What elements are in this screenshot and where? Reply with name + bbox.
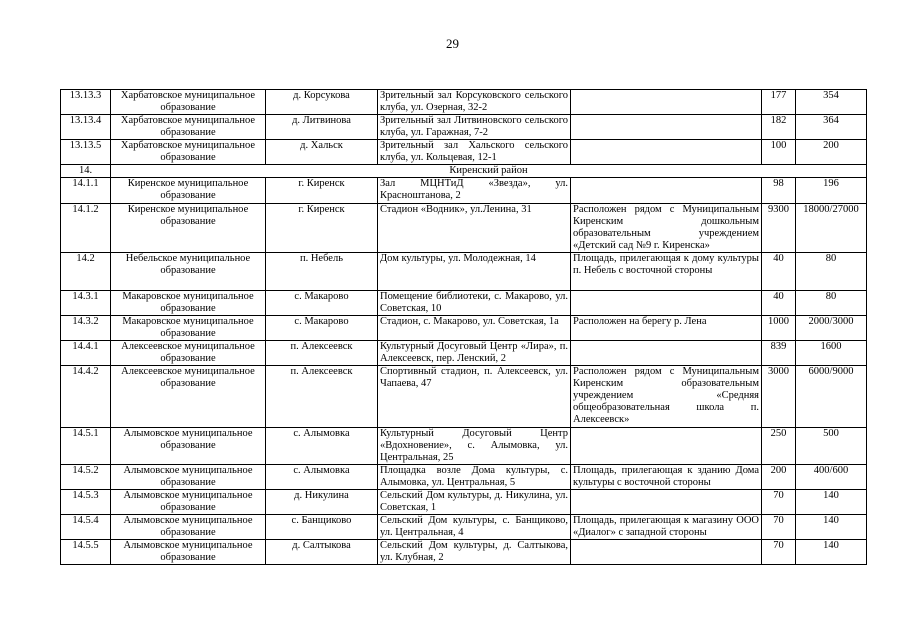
cell-place: Площадка возле Дома культуры, с. Алымовка, ул. Центральная, 5 <box>378 465 571 490</box>
cell-loc: д. Литвинова <box>266 115 378 140</box>
table-body <box>61 90 867 565</box>
cell-mo: Алымовское муниципальное образование <box>111 490 266 515</box>
cell-loc: г. Киренск <box>266 204 378 253</box>
table-row <box>61 341 867 366</box>
cell-note <box>571 490 762 515</box>
shelters-table <box>60 89 867 565</box>
cell-cap2: 2000/3000 <box>796 316 867 341</box>
cell-loc: с. Банщиково <box>266 515 378 540</box>
cell-place: Помещение библиотеки, с. Макарово, ул. Советская, 10 <box>378 291 571 316</box>
cell-num: 14.1.2 <box>61 204 111 253</box>
cell-num: 13.13.3 <box>61 90 111 115</box>
cell-cap2: 354 <box>796 90 867 115</box>
cell-note <box>571 90 762 115</box>
cell-cap1: 839 <box>762 341 796 366</box>
cell-mo: Харбатовское муниципальное образование <box>111 115 266 140</box>
table-row <box>61 428 867 465</box>
cell-note: Расположен рядом с Муниципальным Киренским образовательным учреждением «Средняя общеобразовательная школа п. Алексеевск» <box>571 366 762 428</box>
cell-num: 14.3.1 <box>61 291 111 316</box>
cell-note: Площадь, прилегающая к дому культуры п. Небель с восточной стороны <box>571 253 762 291</box>
table-row <box>61 465 867 490</box>
cell-loc: п. Алексеевск <box>266 341 378 366</box>
cell-note: Площадь, прилегающая к магазину ООО «Диалог» с западной стороны <box>571 515 762 540</box>
cell-mo: Алексеевское муниципальное образование <box>111 366 266 428</box>
table-row <box>61 90 867 115</box>
cell-note <box>571 540 762 565</box>
cell-cap2: 364 <box>796 115 867 140</box>
table-row <box>61 515 867 540</box>
cell-cap1: 200 <box>762 465 796 490</box>
cell-loc: с. Макарово <box>266 291 378 316</box>
cell-note <box>571 291 762 316</box>
table-row <box>61 115 867 140</box>
cell-num: 14.5.5 <box>61 540 111 565</box>
cell-mo: Алымовское муниципальное образование <box>111 428 266 465</box>
cell-place: Сельский Дом культуры, с. Банщиково, ул. Центральная, 4 <box>378 515 571 540</box>
cell-cap1: 250 <box>762 428 796 465</box>
cell-place: Культурный Досуговый Центр «Лира», п. Алексеевск, пер. Ленский, 2 <box>378 341 571 366</box>
cell-note: Площадь, прилегающая к зданию Дома культуры с восточной стороны <box>571 465 762 490</box>
cell-num: 14.3.2 <box>61 316 111 341</box>
cell-place: Культурный Досуговый Центр «Вдохновение», с. Алымовка, ул. Центральная, 25 <box>378 428 571 465</box>
cell-cap2: 140 <box>796 540 867 565</box>
cell-cap2: 500 <box>796 428 867 465</box>
cell-loc: с. Макарово <box>266 316 378 341</box>
cell-mo: Харбатовское муниципальное образование <box>111 90 266 115</box>
cell-loc: д. Салтыкова <box>266 540 378 565</box>
cell-loc: п. Алексеевск <box>266 366 378 428</box>
cell-num: 13.13.4 <box>61 115 111 140</box>
cell-num: 14.5.4 <box>61 515 111 540</box>
cell-cap1: 182 <box>762 115 796 140</box>
cell-num: 14.5.2 <box>61 465 111 490</box>
cell-cap2: 6000/9000 <box>796 366 867 428</box>
cell-mo: Алексеевское муниципальное образование <box>111 341 266 366</box>
cell-mo: Макаровское муниципальное образование <box>111 316 266 341</box>
cell-cap1: 40 <box>762 291 796 316</box>
cell-num: 14.5.3 <box>61 490 111 515</box>
cell-cap2: 1600 <box>796 341 867 366</box>
cell-cap1: 70 <box>762 490 796 515</box>
cell-place: Сельский Дом культуры, д. Никулина, ул. Советская, 1 <box>378 490 571 515</box>
cell-cap2: 18000/27000 <box>796 204 867 253</box>
cell-mo: Алымовское муниципальное образование <box>111 515 266 540</box>
cell-cap1: 98 <box>762 178 796 204</box>
cell-cap1: 177 <box>762 90 796 115</box>
cell-num: 13.13.5 <box>61 140 111 165</box>
cell-cap1: 70 <box>762 515 796 540</box>
page-number: 29 <box>446 36 459 51</box>
cell-loc: с. Алымовка <box>266 465 378 490</box>
cell-loc: д. Хальск <box>266 140 378 165</box>
cell-mo: Макаровское муниципальное образование <box>111 291 266 316</box>
cell-num: 14.5.1 <box>61 428 111 465</box>
cell-cap2: 80 <box>796 253 867 291</box>
cell-loc: с. Алымовка <box>266 428 378 465</box>
cell-cap1: 9300 <box>762 204 796 253</box>
cell-note <box>571 341 762 366</box>
cell-place: Зрительный зал Хальского сельского клуба, ул. Кольцевая, 12-1 <box>378 140 571 165</box>
table-row <box>61 178 867 204</box>
cell-loc: г. Киренск <box>266 178 378 204</box>
cell-loc: д. Корсукова <box>266 90 378 115</box>
cell-place: Стадион, с. Макарово, ул. Советская, 1а <box>378 316 571 341</box>
cell-num: 14.2 <box>61 253 111 291</box>
table-row <box>61 316 867 341</box>
cell-cap2: 140 <box>796 515 867 540</box>
cell-place: Дом культуры, ул. Молодежная, 14 <box>378 253 571 291</box>
table-row <box>61 140 867 165</box>
cell-cap1: 40 <box>762 253 796 291</box>
cell-mo: Алымовское муниципальное образование <box>111 540 266 565</box>
table-row <box>61 540 867 565</box>
cell-num: 14.4.2 <box>61 366 111 428</box>
cell-cap2: 400/600 <box>796 465 867 490</box>
cell-note <box>571 178 762 204</box>
cell-place: Зал МЦНТиД «Звезда», ул. Красноштанова, 2 <box>378 178 571 204</box>
cell-loc: п. Небель <box>266 253 378 291</box>
cell-place: Стадион «Водник», ул.Ленина, 31 <box>378 204 571 253</box>
table-row <box>61 204 867 253</box>
cell-num: 14.4.1 <box>61 341 111 366</box>
cell-mo: Киренское муниципальное образование <box>111 178 266 204</box>
cell-cap1: 1000 <box>762 316 796 341</box>
cell-mo: Киренское муниципальное образование <box>111 204 266 253</box>
district-number: 14. <box>61 165 111 178</box>
cell-cap2: 196 <box>796 178 867 204</box>
table-row <box>61 253 867 291</box>
cell-cap1: 3000 <box>762 366 796 428</box>
district-name: Киренский район <box>111 165 867 178</box>
cell-place: Сельский Дом культуры, д. Салтыкова, ул. Клубная, 2 <box>378 540 571 565</box>
cell-note <box>571 140 762 165</box>
cell-mo: Небельское муниципальное образование <box>111 253 266 291</box>
table-row <box>61 366 867 428</box>
cell-num: 14.1.1 <box>61 178 111 204</box>
cell-mo: Харбатовское муниципальное образование <box>111 140 266 165</box>
cell-note: Расположен рядом с Муниципальным Киренским дошкольным образовательным учреждением «Детский сад №9 г. Киренска» <box>571 204 762 253</box>
cell-note <box>571 428 762 465</box>
cell-loc: д. Никулина <box>266 490 378 515</box>
cell-cap2: 140 <box>796 490 867 515</box>
cell-cap1: 100 <box>762 140 796 165</box>
cell-place: Спортивный стадион, п. Алексеевск, ул. Чапаева, 47 <box>378 366 571 428</box>
cell-mo: Алымовское муниципальное образование <box>111 465 266 490</box>
cell-place: Зрительный зал Литвиновского сельского клуба, ул. Гаражная, 7-2 <box>378 115 571 140</box>
table-row <box>61 490 867 515</box>
table-row <box>61 291 867 316</box>
cell-cap2: 200 <box>796 140 867 165</box>
cell-place: Зрительный зал Корсуковского сельского клуба, ул. Озерная, 32-2 <box>378 90 571 115</box>
district-row <box>61 165 867 178</box>
cell-cap1: 70 <box>762 540 796 565</box>
cell-note: Расположен на берегу р. Лена <box>571 316 762 341</box>
cell-note <box>571 115 762 140</box>
cell-cap2: 80 <box>796 291 867 316</box>
